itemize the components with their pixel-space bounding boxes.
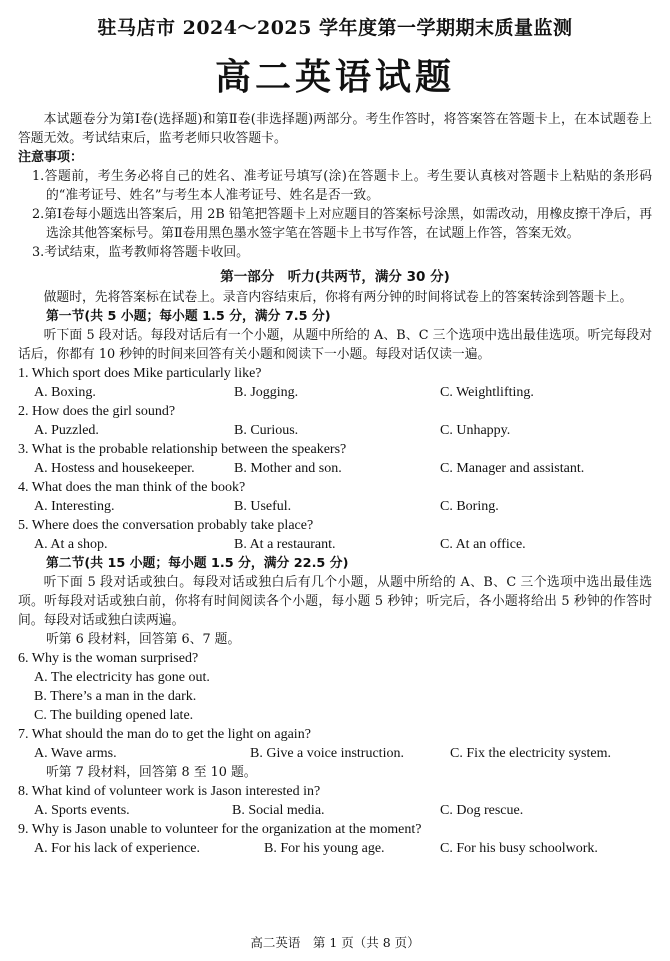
- section2-instruction: 听下面 5 段对话或独白。每段对话或独白后有几个小题，从题中所给的 A、B、C 三个选项中选出最佳选项。听每段对话或独白前，你将有时间阅读各个小题，每小题 5 秒钟；听完后，各小题将给出 5 秒钟的作答时间。每段对话或独白读两遍。: [18, 575, 652, 628]
- material-6-note: 听第 6 段材料，回答第 6、7 题。: [46, 632, 241, 647]
- option-b: B. Mother and son.: [234, 461, 342, 476]
- part1-instruction: 做题时，先将答案标在试卷上。录音内容结束后，你将有两分钟的时间将试卷上的答案转涂到答题卡上。: [43, 290, 633, 305]
- exam-title: 高二英语试题: [214, 56, 455, 98]
- question-4: 4. What does the man think of the book?: [18, 480, 246, 495]
- question-9: 9. Why is Jason unable to volunteer for the organization at the moment?: [18, 822, 422, 837]
- option-a: A. Sports events.: [34, 803, 130, 818]
- question-6-options: [18, 668, 652, 725]
- option-a: A. The electricity has gone out.: [34, 670, 210, 685]
- section2-heading: 第二节(共 15 小题；每小题 1.5 分，满分 22.5 分): [46, 556, 349, 571]
- question-1-options: [18, 383, 652, 402]
- option-a: A. For his lack of experience.: [34, 841, 200, 856]
- option-c: C. Boring.: [440, 499, 499, 514]
- option-b: B. At a restaurant.: [234, 537, 336, 552]
- question-1: 1. Which sport does Mike particularly like?: [18, 366, 262, 381]
- question-5-options: [18, 535, 652, 554]
- option-c: C. At an office.: [440, 537, 526, 552]
- option-c: C. The building opened late.: [34, 708, 194, 723]
- intro-paragraph: 本试题卷分为第Ⅰ卷(选择题)和第Ⅱ卷(非选择题)两部分。考生作答时，将答案答在答题卡上，在本试题卷上答题无效。考试结束后，监考老师只收答题卡。: [18, 112, 652, 146]
- option-a: A. At a shop.: [34, 537, 108, 552]
- part1-title: 第一部分 听力(共两节，满分 30 分): [220, 269, 450, 285]
- notice-item-3: 3.考试结束，监考教师将答题卡收回。: [32, 245, 249, 260]
- option-c: C. Dog rescue.: [440, 803, 524, 818]
- question-8-options: [18, 801, 652, 820]
- option-b: B. For his young age.: [264, 841, 385, 856]
- option-a: A. Puzzled.: [34, 423, 99, 438]
- question-5: 5. Where does the conversation probably take place?: [18, 518, 314, 533]
- question-9-options: [18, 839, 652, 858]
- option-a: A. Hostess and housekeeper.: [34, 461, 195, 476]
- exam-header: 驻马店市 2024～2025 学年度第一学期期末质量监测: [97, 17, 573, 39]
- option-a: A. Boxing.: [34, 385, 96, 400]
- option-c: C. Weightlifting.: [440, 385, 534, 400]
- question-4-options: [18, 497, 652, 516]
- section1-instruction: 听下面 5 段对话。每段对话后有一个小题，从题中所给的 A、B、C 三个选项中选出最佳选项。听完每段对话后，你都有 10 秒钟的时间来回答有关小题和阅读下一小题。每段对话仅读一遍。: [18, 328, 652, 362]
- option-c: C. Unhappy.: [440, 423, 511, 438]
- page-footer: 高二英语 第 1 页（共 8 页）: [250, 935, 420, 950]
- notice-item-2: 2.第Ⅰ卷每小题选出答案后，用 2B 铅笔把答题卡上对应题目的答案标号涂黑，如需改动，用橡皮擦干净后，再选涂其他答案标号。第Ⅱ卷用黑色墨水签字笔在答题卡上书写作答，在试题上作答，答案无效。: [32, 207, 652, 241]
- option-b: B. Useful.: [234, 499, 292, 514]
- option-a: A. Wave arms.: [34, 746, 117, 761]
- section1-heading: 第一节(共 5 小题；每小题 1.5 分，满分 7.5 分): [46, 309, 331, 324]
- question-8: 8. What kind of volunteer work is Jason interested in?: [18, 784, 321, 799]
- option-b: B. There’s a man in the dark.: [34, 689, 197, 704]
- option-c: C. For his busy schoolwork.: [440, 841, 598, 856]
- notice-item-1: 1.答题前，考生务必将自己的姓名、准考证号填写(涂)在答题卡上。考生要认真核对答题卡上粘贴的条形码的“准考证号、姓名”与考生本人准考证号、姓名是否一致。: [32, 169, 652, 203]
- option-b: B. Give a voice instruction.: [250, 746, 404, 761]
- option-b: B. Social media.: [232, 803, 325, 818]
- question-7-options: [18, 744, 652, 763]
- question-7: 7. What should the man do to get the light on again?: [18, 727, 311, 742]
- option-b: B. Curious.: [234, 423, 299, 438]
- question-6: 6. Why is the woman surprised?: [18, 651, 199, 666]
- question-2: 2. How does the girl sound?: [18, 404, 176, 419]
- option-c: C. Manager and assistant.: [440, 461, 585, 476]
- material-7-note: 听第 7 段材料，回答第 8 至 10 题。: [46, 765, 257, 780]
- option-b: B. Jogging.: [234, 385, 299, 400]
- notice-heading: 注意事项：: [18, 150, 84, 165]
- question-2-options: [18, 421, 652, 440]
- question-3: 3. What is the probable relationship between the speakers?: [18, 442, 347, 457]
- question-3-options: [18, 459, 652, 478]
- option-c: C. Fix the electricity system.: [450, 746, 611, 761]
- option-a: A. Interesting.: [34, 499, 115, 514]
